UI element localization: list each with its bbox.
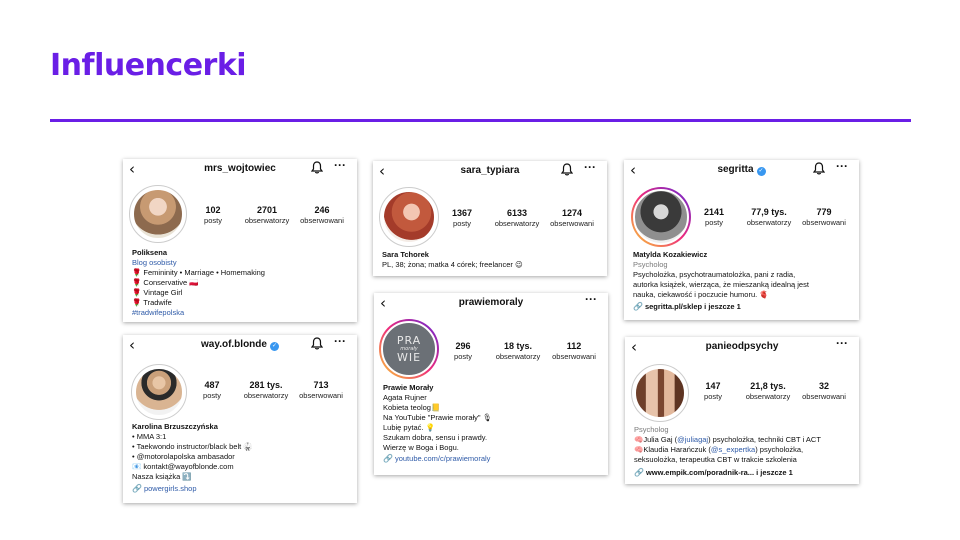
profile-link[interactable]: 🔗 segritta.pl/sklep i jeszcze 1 <box>633 302 741 311</box>
bio-line: 🌹 Tradwife <box>132 298 172 307</box>
bio-line: Nasza książka ⤵️ <box>132 472 192 481</box>
more-options-icon[interactable]: ··· <box>334 335 346 348</box>
bio-line: 🌹 Vintage Girl <box>132 288 183 297</box>
profile-username: prawiemoraly <box>458 297 524 308</box>
link-icon: 🔗 <box>383 454 393 463</box>
back-arrow-icon[interactable]: ‹ <box>380 294 386 312</box>
more-options-icon[interactable]: ··· <box>585 293 597 306</box>
profile-link[interactable]: 🔗 youtube.com/c/prawiemoraly <box>383 454 491 463</box>
bio-line: Agata Rujner <box>383 393 427 402</box>
profile-category: Psycholog <box>633 260 668 269</box>
profile-header <box>624 160 859 182</box>
link-icon: 🔗 <box>132 484 142 493</box>
back-arrow-icon[interactable]: ‹ <box>379 162 385 180</box>
avatar[interactable] <box>131 364 187 420</box>
profile-card-mrs-wojtowiec <box>123 159 357 322</box>
profile-bio <box>633 250 809 312</box>
hashtag-link[interactable]: #tradwifepolska <box>132 308 185 317</box>
followers-stat[interactable]: 281 tys. obserwatorzy <box>243 380 289 400</box>
profile-username: sara_typiara <box>460 165 520 176</box>
posts-stat[interactable]: 296 posty <box>454 341 472 361</box>
bell-icon[interactable] <box>561 163 573 176</box>
profile-username: mrs_wojtowiec <box>204 163 276 174</box>
posts-stat[interactable]: 102 posty <box>204 205 222 225</box>
bio-line: 📧 kontakt@wayofblonde.com <box>132 462 234 471</box>
back-arrow-icon[interactable]: ‹ <box>129 336 135 354</box>
following-stat[interactable]: 32 obserwowani <box>802 381 846 401</box>
title-divider <box>50 119 911 122</box>
following-stat[interactable]: 779 obserwowani <box>802 207 846 227</box>
profile-header <box>374 293 608 315</box>
bio-line: Psycholożka, psychotraumatolożka, pani z radia, <box>633 270 796 279</box>
bell-icon[interactable] <box>813 162 825 175</box>
bio-line: Lubię pytać. 💡 <box>383 423 435 432</box>
profile-card-sara-typiara <box>373 161 607 276</box>
avatar[interactable] <box>631 364 689 422</box>
bio-line: 🧠Julia Gaj (@juliagaj) psycholożka, techniki CBT i ACT <box>634 435 821 444</box>
avatar[interactable]: PRA morały WIE <box>379 319 439 379</box>
profile-link[interactable]: 🔗 www.empik.com/poradnik-ra... i jeszcze 1 <box>634 468 793 477</box>
profile-name: Prawie Morały <box>383 383 434 392</box>
profile-bio <box>634 425 821 478</box>
profile-name: Karolina Brzuszczyńska <box>132 422 218 431</box>
profile-category: Psycholog <box>634 425 669 434</box>
back-arrow-icon[interactable]: ‹ <box>631 338 637 356</box>
following-stat[interactable]: 112 obserwowani <box>552 341 596 361</box>
bio-line: seksuolożka, terapeutka CBT w trakcie szkolenia <box>634 455 797 464</box>
followers-stat[interactable]: 2701 obserwatorzy <box>244 205 290 225</box>
slide-title: Influencerki <box>50 48 247 83</box>
bio-line: 🌹 Conservative 🇵🇱 <box>132 278 199 287</box>
profile-bio <box>132 248 265 318</box>
profile-username: way.of.blonde ✓ <box>201 339 277 350</box>
avatar[interactable] <box>129 185 187 243</box>
following-stat[interactable]: 1274 obserwowani <box>550 208 594 228</box>
bio-line: • Taekwondo instructor/black belt 🥋 <box>132 442 253 451</box>
posts-stat[interactable]: 2141 posty <box>703 207 725 227</box>
bio-line: PL, 38; żona; matka 4 córek; freelancer 😉 <box>382 260 523 269</box>
profile-name: Sara Tchorek <box>382 250 429 259</box>
profile-header <box>625 337 859 359</box>
verified-badge-icon: ✓ <box>758 168 764 174</box>
more-options-icon[interactable]: ··· <box>836 337 848 350</box>
posts-stat[interactable]: 487 posty <box>203 380 221 400</box>
followers-stat[interactable]: 21,8 tys. obserwatorzy <box>745 381 791 401</box>
profile-header <box>123 335 357 357</box>
profile-bio <box>383 383 492 464</box>
profile-username: segritta ✓ <box>717 164 764 175</box>
avatar[interactable] <box>379 187 439 247</box>
verified-badge-icon: ✓ <box>271 343 277 349</box>
profile-card-way-of-blonde <box>123 335 357 503</box>
posts-stat[interactable]: 1367 posty <box>451 208 473 228</box>
following-stat[interactable]: 713 obserwowani <box>299 380 343 400</box>
avatar[interactable] <box>631 187 691 247</box>
more-options-icon[interactable]: ··· <box>334 159 346 172</box>
bio-line: Szukam dobra, sensu i prawdy. <box>383 433 488 442</box>
profile-username: panieodpsychy <box>705 341 779 352</box>
profile-name: Matylda Kozakiewicz <box>633 250 708 259</box>
bio-line: autorka książek, wierząca, że mieszanką idealną jest <box>633 280 809 289</box>
back-arrow-icon[interactable]: ‹ <box>129 160 135 178</box>
bio-line: nauka, ciekawość i poczucie humoru. 🫀 <box>633 290 769 299</box>
profile-header <box>123 159 357 181</box>
bio-line: • @motorolapolska ambasador <box>132 452 235 461</box>
bio-line: 🌹 Femininity • Marriage • Homemaking <box>132 268 265 277</box>
profile-header <box>373 161 607 183</box>
bio-line: Na YouTubie "Prawie morały" 🎙 <box>383 413 493 422</box>
profile-card-segritta <box>624 160 859 320</box>
link-icon: 🔗 <box>633 302 643 311</box>
profile-bio <box>132 422 253 494</box>
more-options-icon[interactable]: ··· <box>836 160 848 173</box>
bio-line: • MMA 3:1 <box>132 432 167 441</box>
bio-line: Wierzę w Boga i Bogu. <box>383 443 459 452</box>
profile-category: Blog osobisty <box>132 258 177 267</box>
profile-card-panieodpsychy <box>625 337 859 484</box>
posts-stat[interactable]: 147 posty <box>704 381 722 401</box>
following-stat[interactable]: 246 obserwowani <box>300 205 344 225</box>
bell-icon[interactable] <box>311 337 323 350</box>
mention-link[interactable]: @s_expertka <box>710 445 756 454</box>
bio-line: 🧠Klaudia Harańczuk (@s_expertka) psycholożka, <box>634 445 804 454</box>
mention-link[interactable]: @juliagaj <box>677 435 709 444</box>
back-arrow-icon[interactable]: ‹ <box>630 161 636 179</box>
bio-line: Kobieta teolog📒 <box>383 403 441 412</box>
followers-stat[interactable]: 18 tys. obserwatorzy <box>495 341 541 361</box>
link-icon: 🔗 <box>634 468 644 477</box>
profile-bio <box>382 250 523 270</box>
profile-card-prawiemoraly <box>374 293 608 475</box>
followers-stat[interactable]: 6133 obserwatorzy <box>494 208 540 228</box>
profile-link[interactable]: 🔗 powergirls.shop <box>132 484 197 493</box>
profile-name: Poliksena <box>132 248 168 257</box>
more-options-icon[interactable]: ··· <box>584 161 596 174</box>
bell-icon[interactable] <box>311 161 323 174</box>
followers-stat[interactable]: 77,9 tys. obserwatorzy <box>746 207 792 227</box>
